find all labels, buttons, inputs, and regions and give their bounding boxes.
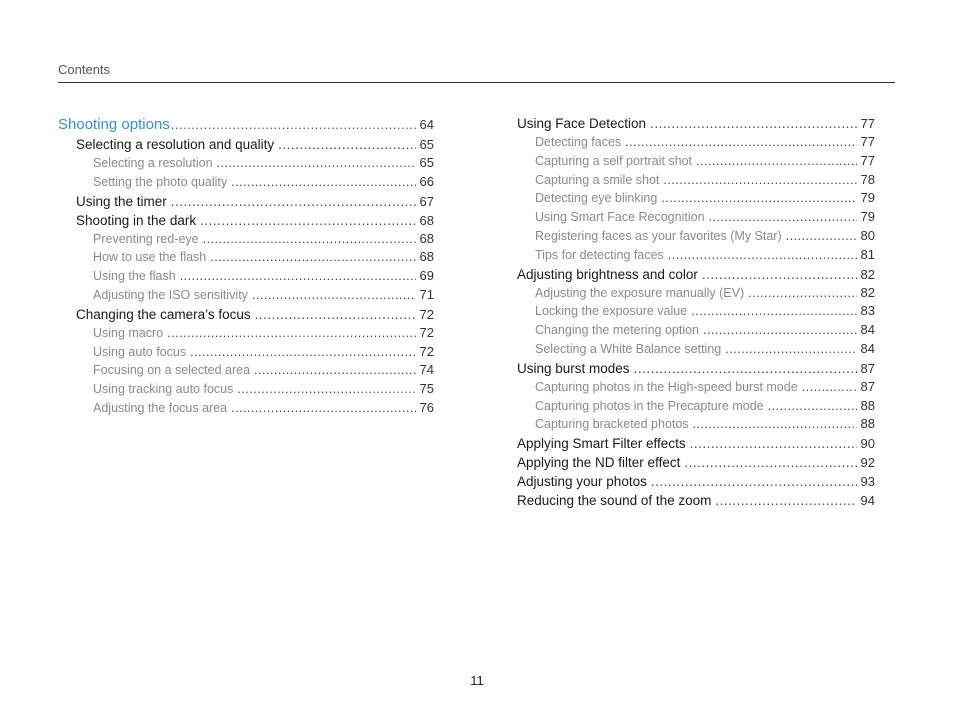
toc-leader-dots — [661, 189, 856, 208]
header-rule — [58, 82, 895, 83]
toc-entry-page: 82 — [860, 284, 875, 300]
toc-entry-page: 72 — [419, 324, 434, 340]
toc-entry[interactable] — [517, 208, 875, 227]
toc-entry-title: Detecting faces — [535, 135, 622, 149]
toc-leader-dots — [696, 152, 857, 171]
toc-entry-page: 82 — [860, 266, 875, 282]
toc-entry-title: Detecting eye blinking — [535, 191, 658, 206]
toc-entry-title: Capturing bracketed photos — [535, 417, 689, 432]
toc-entry-page: 77 — [860, 134, 875, 149]
toc-entry-page: 81 — [860, 246, 875, 262]
toc-leader-dots — [691, 302, 856, 321]
toc-entry[interactable] — [517, 472, 875, 491]
toc-entry-title: Setting the photo quality — [93, 174, 228, 189]
toc-leader-dots — [252, 286, 416, 305]
toc-leader-dots — [203, 230, 416, 249]
toc-leader-dots — [217, 154, 416, 173]
toc-leader-dots — [748, 284, 856, 303]
page-header-title: Contents — [58, 62, 111, 77]
toc-entry-page: 80 — [860, 227, 875, 243]
toc-leader-dots — [684, 453, 856, 472]
toc-entry[interactable] — [517, 415, 875, 434]
toc-entry-title: Changing the metering option — [535, 323, 700, 338]
toc-right-column — [517, 114, 875, 510]
toc-entry-page: 77 — [860, 152, 875, 168]
toc-leader-dots — [190, 343, 415, 362]
toc-entry-title: Capturing a self portrait shot — [535, 153, 693, 168]
toc-entry-page: 65 — [419, 155, 434, 170]
toc-entry-page: 79 — [860, 209, 875, 225]
toc-leader-dots — [237, 380, 415, 399]
toc-entry[interactable] — [58, 248, 434, 267]
toc-entry-page: 94 — [860, 493, 875, 509]
toc-entry[interactable] — [517, 340, 875, 359]
toc-entry-page: 77 — [860, 116, 875, 131]
toc-entry-title: Reducing the sound of the zoom — [517, 493, 712, 509]
toc-entry[interactable] — [58, 267, 434, 286]
toc-leader-dots — [278, 135, 415, 154]
toc-entry-page: 69 — [419, 268, 434, 284]
toc-entry-page: 92 — [860, 455, 875, 471]
toc-entry-page: 87 — [860, 360, 875, 376]
toc-entry[interactable] — [517, 434, 875, 453]
toc-entry[interactable] — [58, 230, 434, 249]
toc-leader-dots — [703, 321, 857, 340]
toc-entry[interactable] — [58, 324, 434, 343]
toc-leader-dots — [768, 397, 857, 416]
toc-entry[interactable] — [58, 115, 434, 135]
toc-entry[interactable] — [517, 133, 875, 152]
toc-leader-dots — [231, 173, 415, 192]
toc-entry-page: 78 — [860, 171, 875, 187]
toc-leader-dots — [668, 246, 857, 265]
toc-entry-title: Using Smart Face Recognition — [535, 210, 705, 225]
toc-entry-title: Adjusting the ISO sensitivity — [93, 287, 248, 302]
toc-entry[interactable] — [517, 284, 875, 303]
toc-entry-title: Using macro — [93, 325, 164, 340]
toc-leader-dots — [255, 305, 416, 324]
toc-entry-page: 67 — [419, 193, 434, 209]
toc-leader-dots — [171, 115, 419, 135]
toc-entry-page: 68 — [419, 249, 434, 265]
toc-leader-dots — [625, 133, 856, 152]
toc-entry[interactable] — [58, 305, 434, 324]
toc-entry-page: 71 — [419, 286, 434, 302]
toc-entry[interactable] — [58, 343, 434, 362]
toc-entry-title: Using the timer — [76, 193, 167, 209]
toc-entry-title: How to use the flash — [93, 250, 207, 265]
toc-entry-page: 65 — [419, 137, 434, 152]
toc-entry-page: 74 — [419, 362, 434, 378]
toc-entry-page: 64 — [419, 117, 434, 132]
toc-entry[interactable] — [58, 380, 434, 399]
toc-entry-title: Using tracking auto focus — [93, 382, 234, 397]
toc-entry-title: Capturing photos in the High-speed burst mode — [535, 379, 798, 394]
toc-leader-dots — [200, 211, 415, 230]
toc-entry-page: 88 — [860, 397, 875, 413]
toc-leader-dots — [725, 340, 856, 359]
toc-entry-title: Registering faces as your favorites (My Star) — [535, 228, 782, 243]
toc-entry-title: Using auto focus — [93, 344, 187, 359]
toc-leader-dots — [663, 171, 856, 190]
toc-entry[interactable] — [58, 173, 434, 192]
toc-entry-page: 84 — [860, 322, 875, 338]
toc-leader-dots — [693, 415, 857, 434]
toc-entry[interactable] — [58, 154, 434, 173]
toc-entry-title: Applying the ND filter effect — [517, 455, 681, 471]
toc-entry[interactable] — [517, 171, 875, 190]
toc-entry[interactable] — [517, 321, 875, 340]
toc-entry-title: Changing the camera’s focus — [76, 306, 251, 322]
toc-entry[interactable] — [58, 361, 434, 380]
toc-leader-dots — [167, 324, 415, 343]
toc-entry[interactable] — [58, 135, 434, 154]
toc-entry-page: 90 — [860, 436, 875, 452]
toc-entry[interactable] — [517, 491, 875, 510]
toc-left-column — [58, 115, 434, 418]
toc-entry-page: 87 — [860, 378, 875, 394]
toc-entry-title: Selecting a resolution — [93, 156, 213, 170]
toc-leader-dots — [210, 248, 415, 267]
toc-entry[interactable] — [517, 114, 875, 133]
toc-entry-title: Using Face Detection — [517, 116, 647, 131]
toc-leader-dots — [171, 192, 416, 211]
toc-entry[interactable] — [58, 399, 434, 418]
toc-entry-title: Adjusting the focus area — [93, 400, 228, 415]
toc-entry-page: 68 — [419, 230, 434, 246]
toc-entry-page: 75 — [419, 381, 434, 397]
toc-entry[interactable] — [517, 359, 875, 378]
toc-entry-page: 79 — [860, 190, 875, 206]
toc-entry[interactable] — [58, 286, 434, 305]
toc-entry-title: Applying Smart Filter effects — [517, 436, 686, 452]
toc-entry-page: 93 — [860, 474, 875, 490]
toc-entry[interactable] — [58, 192, 434, 211]
toc-leader-dots — [709, 208, 857, 227]
toc-entry[interactable] — [517, 152, 875, 171]
toc-leader-dots — [231, 399, 415, 418]
toc-entry[interactable] — [517, 453, 875, 472]
toc-entry[interactable] — [517, 227, 875, 246]
toc-entry-title: Focusing on a selected area — [93, 363, 251, 378]
toc-entry[interactable] — [517, 246, 875, 265]
toc-entry-page: 66 — [419, 173, 434, 189]
toc-entry-page: 68 — [419, 212, 434, 228]
toc-entry-title: Using burst modes — [517, 360, 630, 376]
toc-entry-title: Capturing a smile shot — [535, 172, 660, 187]
toc-entry-title: Adjusting your photos — [517, 474, 647, 490]
toc-leader-dots — [786, 227, 857, 246]
toc-entry-page: 76 — [419, 399, 434, 415]
toc-entry-title: Capturing photos in the Precapture mode — [535, 398, 764, 413]
toc-leader-dots — [650, 114, 856, 133]
toc-leader-dots — [254, 361, 415, 380]
toc-entry[interactable] — [517, 265, 875, 284]
toc-entry-title: Locking the exposure value — [535, 304, 688, 319]
toc-entry[interactable] — [517, 189, 875, 208]
toc-leader-dots — [651, 472, 857, 491]
toc-entry-title: Tips for detecting faces — [535, 247, 664, 262]
toc-leader-dots — [715, 491, 856, 510]
toc-entry-page: 83 — [860, 303, 875, 319]
toc-entry-page: 72 — [419, 306, 434, 322]
toc-entry-title: Selecting a resolution and quality — [76, 137, 275, 152]
toc-leader-dots — [180, 267, 416, 286]
toc-entry-title: Selecting a White Balance setting — [535, 341, 722, 356]
toc-leader-dots — [802, 378, 857, 397]
toc-entry[interactable] — [517, 302, 875, 321]
toc-entry-page: 88 — [860, 416, 875, 432]
page-number: 11 — [470, 673, 484, 688]
toc-entry-page: 72 — [419, 343, 434, 359]
toc-entry-title: Shooting options — [58, 116, 170, 133]
toc-entry-title: Using the flash — [93, 269, 176, 284]
toc-leader-dots — [690, 434, 857, 453]
toc-entry-title: Preventing red-eye — [93, 231, 199, 246]
toc-entry-title: Adjusting the exposure manually (EV) — [535, 285, 745, 300]
toc-entry-page: 84 — [860, 340, 875, 356]
toc-leader-dots — [634, 359, 857, 378]
toc-entry[interactable] — [517, 378, 875, 397]
toc-entry-title: Adjusting brightness and color — [517, 266, 698, 282]
toc-entry[interactable] — [517, 397, 875, 416]
toc-entry-title: Shooting in the dark — [76, 212, 197, 228]
toc-leader-dots — [702, 265, 857, 284]
toc-entry[interactable] — [58, 211, 434, 230]
